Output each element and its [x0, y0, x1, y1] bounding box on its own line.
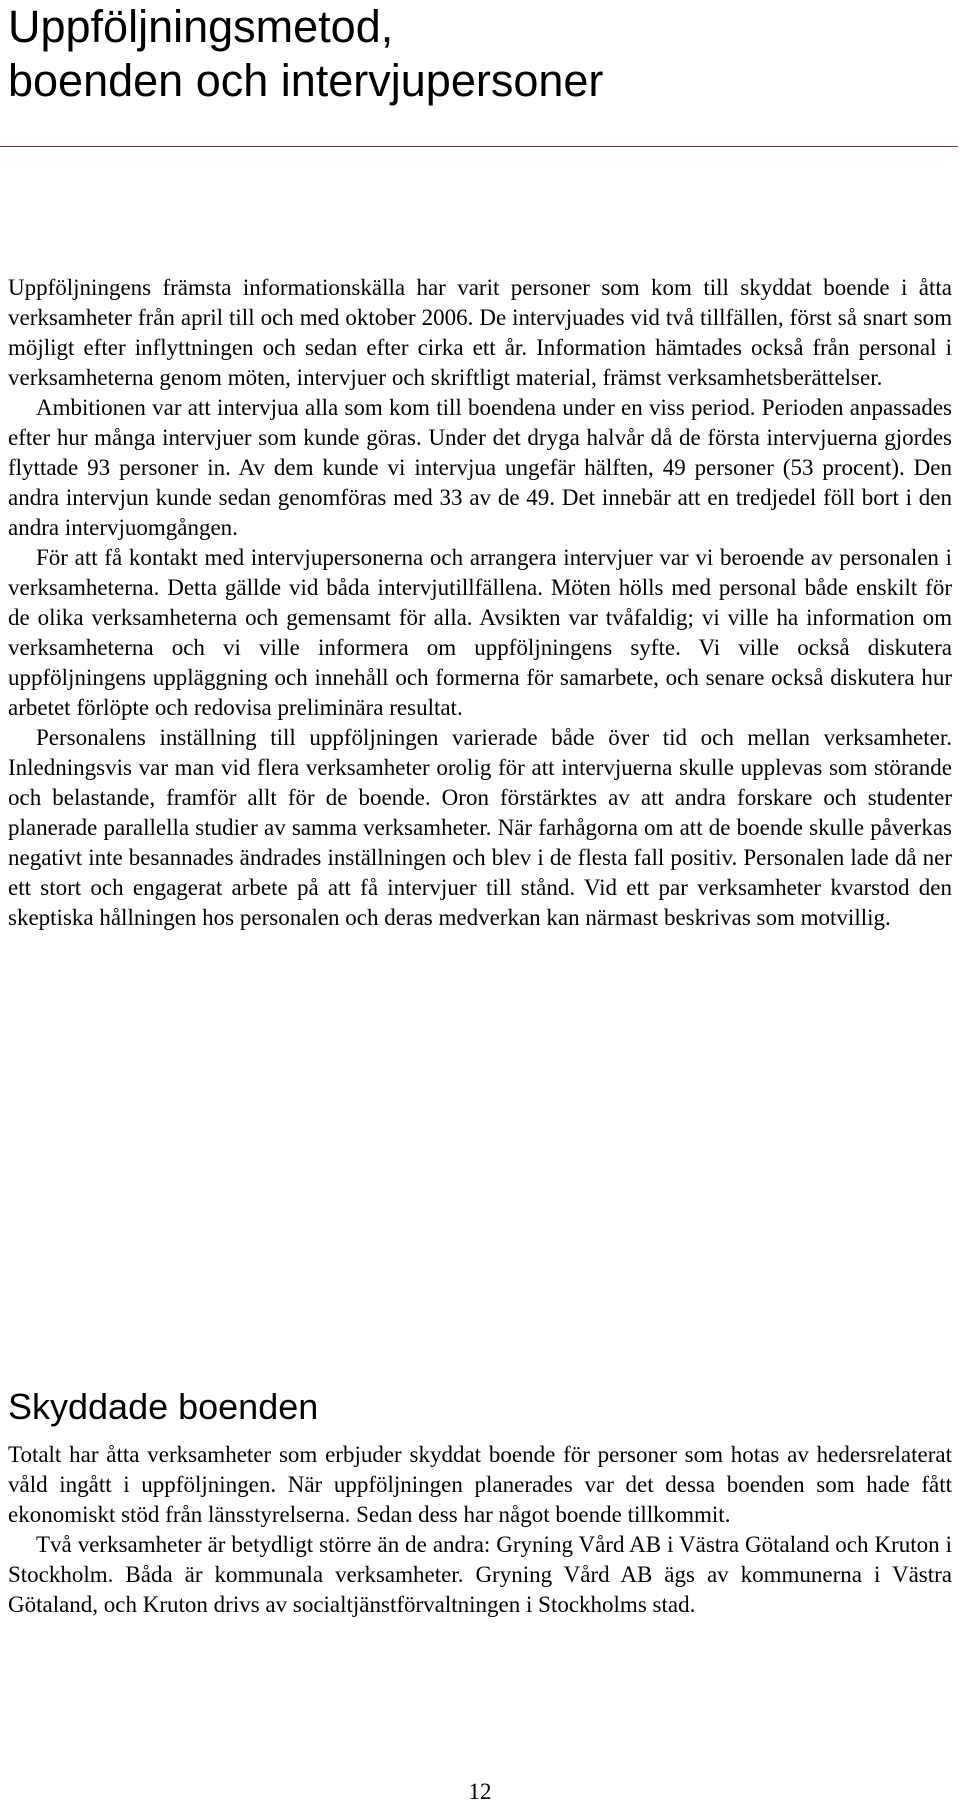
section-paragraph-2: Två verksamheter är betydligt större än de andra: Gryning Vård AB i Västra Götaland och Kruton i Stockholm. Båda är kommunala verksamheter. Gryning Vård AB ägs av kommunerna i Västra Götaland, och Kruton drivs av socialtjänstförvaltningen i Stockholms stad. — [8, 1532, 952, 1617]
page-number: 12 — [468, 1779, 492, 1804]
paragraph-3: För att få kontakt med intervjupersonerna och arrangera intervjuer var vi beroende av personalen i verksamheterna. Detta gällde vid båda intervjutillfällena. Möten hölls med personal både enskilt för de olika verksamheterna och gemensamt för alla. Avsikten var tvåfaldig; vi ville ha information om verksamheterna och vi ville informera om uppföljningens syfte. Vi ville också diskutera uppföljningens uppläggning och innehåll och formerna för samarbete, och senare också diskutera hur arbetet förlöpte och redovisa preliminära resultat. — [8, 545, 952, 720]
chapter-title — [8, 0, 948, 108]
intro-text-block — [8, 273, 952, 933]
chapter-title-line-1: Uppföljningsmetod, — [8, 1, 394, 52]
paragraph-2: Ambitionen var att intervjua alla som kom till boendena under en viss period. Perioden anpassades efter hur många intervjuer som kunde göras. Under det dryga halvår då de första intervjuerna gjordes flyttade 93 personer in. Av dem kunde vi intervjua ungefär hälften, 49 personer (53 procent). Den andra intervjun kunde sedan genomföras med 33 av de 49. Det innebär att en tredjedel föll bort i den andra intervjuomgången. — [8, 395, 952, 540]
chapter-title-line-2: boenden och intervjupersoner — [8, 55, 604, 106]
title-divider — [0, 146, 958, 147]
paragraph-1: Uppföljningens främsta informationskälla har varit personer som kom till skyddat boende i åtta verksamheter från april till och med oktober 2006. De intervjuades vid två tillfällen, först så snart som möjligt efter inflyttningen och sedan efter cirka ett år. Information hämtades också från personal i verksamheterna genom möten, intervjuer och skriftligt material, främst verksamhetsberättelser. — [8, 275, 952, 390]
paragraph-4: Personalens inställning till uppföljningen varierade både över tid och mellan verksamheter. Inledningsvis var man vid flera verksamheter orolig för att intervjuerna skulle upplevas som störande och belastande, framför allt för de boende. Oron förstärktes av att andra forskare och studenter planerade parallella studier av samma verksamheter. När farhågorna om att de boende skulle påverkas negativt inte besannades ändrades inställningen och blev i de flesta fall positiv. Personalen lade då ner ett stort och engagerat arbete på att få intervjuer till stånd. Vid ett par verksamheter kvarstod den skeptiska hållningen hos personalen och deras medverkan kan närmast beskrivas som motvillig. — [8, 725, 952, 930]
section-title: Skyddade boenden — [8, 1386, 319, 1427]
section-paragraph-1: Totalt har åtta verksamheter som erbjuder skyddat boende för personer som hotas av hedersrelaterat våld ingått i uppföljningen. När uppföljningen planerades var det dessa boenden som hade fått ekonomiskt stöd från länsstyrelserna. Sedan dess har något boende tillkommit. — [8, 1442, 952, 1527]
section-text-block — [8, 1440, 952, 1620]
